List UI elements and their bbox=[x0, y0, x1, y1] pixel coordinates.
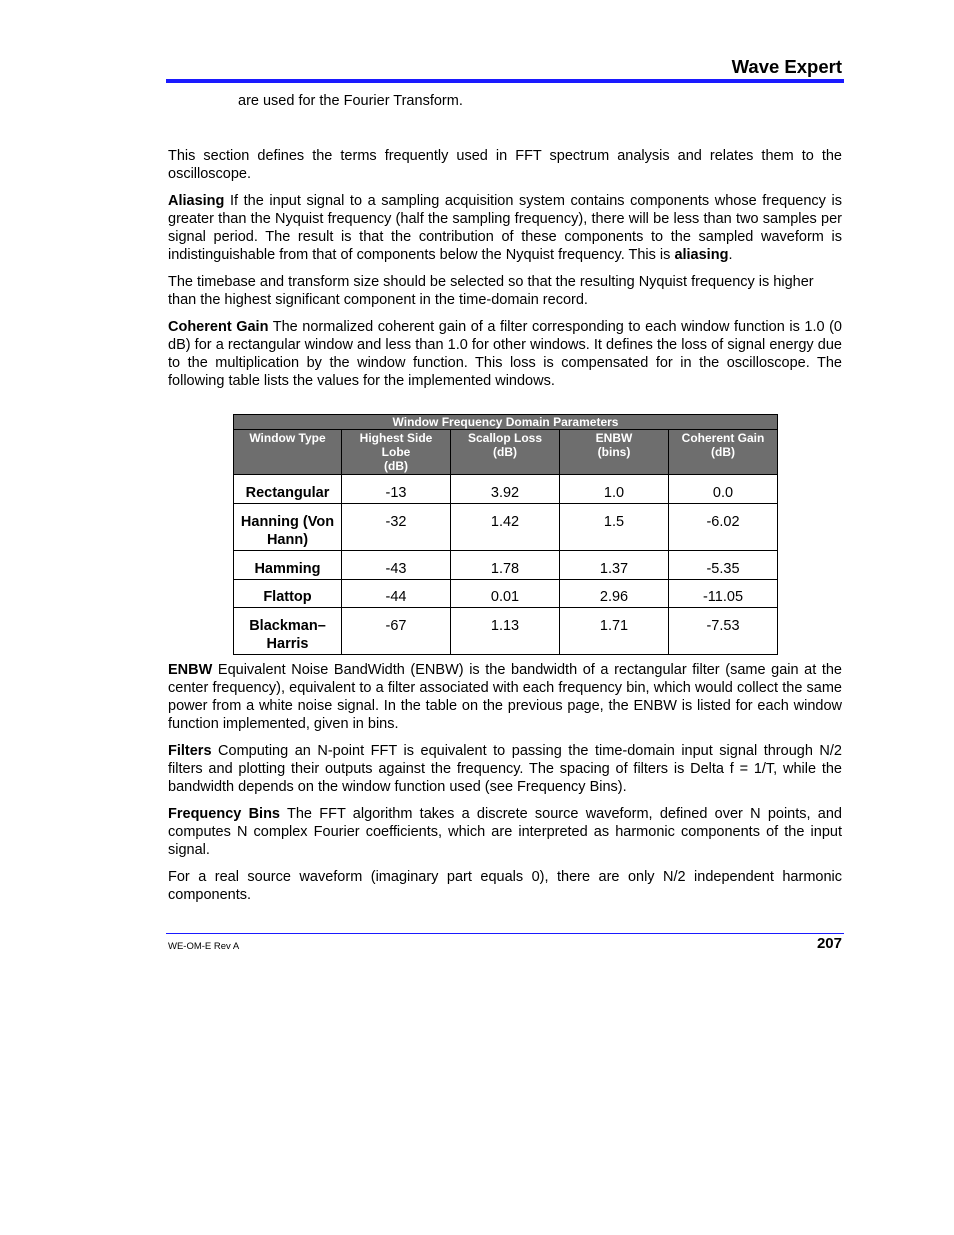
cell-side-lobe: -44 bbox=[342, 580, 451, 608]
col-header-gain-l1: Coherent Gain bbox=[681, 431, 765, 445]
paragraph-enbw bbox=[168, 661, 842, 733]
cell-side-lobe: -13 bbox=[342, 475, 451, 504]
table-caption: Window Frequency Domain Parameters bbox=[234, 415, 778, 430]
col-header-enbw-l2: (bins) bbox=[597, 445, 631, 459]
paragraph-frequency-bins bbox=[168, 805, 842, 859]
row-window-name: Hamming bbox=[234, 551, 342, 580]
cell-enbw: 2.96 bbox=[560, 580, 669, 608]
col-header-coherent-gain bbox=[669, 430, 778, 475]
paragraph-filters bbox=[168, 742, 842, 796]
body-lower bbox=[168, 661, 842, 913]
cell-gain: -6.02 bbox=[669, 504, 778, 551]
cell-gain: -7.53 bbox=[669, 608, 778, 655]
term-enbw: ENBW bbox=[168, 662, 213, 678]
table-header-row bbox=[234, 430, 778, 475]
cell-enbw: 1.71 bbox=[560, 608, 669, 655]
col-header-scallop-loss bbox=[451, 430, 560, 475]
aliasing-bold-end: aliasing bbox=[674, 247, 729, 263]
col-header-enbw-l1: ENBW bbox=[595, 431, 633, 445]
col-header-side-lobe bbox=[342, 430, 451, 475]
table-row bbox=[234, 608, 778, 655]
term-aliasing: Aliasing bbox=[168, 193, 225, 209]
paragraph-timebase: The timebase and transform size should be selected so that the resulting Nyquist frequency is higher than the highest significant component in the time-domain record. bbox=[168, 274, 814, 308]
table-row bbox=[234, 475, 778, 504]
footer-rule bbox=[166, 933, 844, 934]
term-filters: Filters bbox=[168, 743, 212, 759]
running-header-title: Wave Expert bbox=[731, 56, 842, 77]
filters-text: Computing an N-point FFT is equivalent to passing the time-domain input signal through N/2 filters and plotting their outputs against the frequency. The spacing of filters is Delta f = 1/T, while the bandwidth depends on the window function used (see Frequency Bins). bbox=[168, 743, 842, 795]
cell-gain: 0.0 bbox=[669, 475, 778, 504]
paragraph-intro: This section defines the terms frequently used in FFT spectrum analysis and relates them to the oscilloscope. bbox=[168, 148, 842, 182]
col-header-enbw bbox=[560, 430, 669, 475]
col-header-side-lobe-l1: Highest Side bbox=[359, 431, 433, 445]
footer-page-number: 207 bbox=[816, 935, 842, 952]
cell-scallop: 1.13 bbox=[451, 608, 560, 655]
cell-gain: -11.05 bbox=[669, 580, 778, 608]
window-parameters-table bbox=[233, 414, 778, 655]
cell-scallop: 1.78 bbox=[451, 551, 560, 580]
table-row bbox=[234, 580, 778, 608]
footer-doc-id: WE-OM-E Rev A bbox=[168, 941, 240, 952]
table-row bbox=[234, 504, 778, 551]
term-frequency-bins: Frequency Bins bbox=[168, 806, 281, 822]
cell-enbw: 1.0 bbox=[560, 475, 669, 504]
row-window-name: Flattop bbox=[234, 580, 342, 608]
col-header-scallop-l1: Scallop Loss bbox=[467, 431, 543, 445]
row-window-name: Blackman–Harris bbox=[234, 608, 342, 655]
col-header-gain-l2: (dB) bbox=[711, 445, 735, 459]
term-coherent-gain: Coherent Gain bbox=[168, 319, 269, 335]
row-window-name: Hanning (Von Hann) bbox=[234, 504, 342, 551]
paragraph-real-source: For a real source waveform (imaginary part equals 0), there are only N/2 independent harmonic components. bbox=[168, 869, 842, 903]
frequency-bins-text: The FFT algorithm takes a discrete source waveform, defined over N points, and computes N complex Fourier coefficients, which are interpreted as harmonic components of the input signal. bbox=[168, 806, 842, 858]
enbw-text: Equivalent Noise BandWidth (ENBW) is the bandwidth of a rectangular filter (same gain at the center frequency), equivalent to a filter associated with each frequency bin, which would collect the same power from a white noise signal. In the table on the previous page, the ENBW is listed for each window function implemented, given in bins. bbox=[168, 662, 842, 732]
cell-scallop: 0.01 bbox=[451, 580, 560, 608]
col-header-side-lobe-l3: (dB) bbox=[384, 459, 408, 473]
row-window-name: Rectangular bbox=[234, 475, 342, 504]
paragraph-aliasing bbox=[168, 192, 842, 264]
cell-gain: -5.35 bbox=[669, 551, 778, 580]
cell-scallop: 3.92 bbox=[451, 475, 560, 504]
cell-enbw: 1.37 bbox=[560, 551, 669, 580]
aliasing-text: If the input signal to a sampling acquisition system contains components whose frequency is greater than the Nyquist frequency (half the sampling frequency), there will be less than two samples per signal period. The result is that the contribution of these components to the sampled waveform is indistinguishable from that of components below the Nyquist frequency. This is bbox=[168, 193, 842, 263]
coherent-gain-text: The normalized coherent gain of a filter corresponding to each window function is 1.0 (0 dB) for a rectangular window and less than 1.0 for other windows. It defines the loss of signal energy due to the multiplication by the window function. This loss is compensated for in the oscilloscope. The following table lists the values for the implemented windows. bbox=[168, 319, 842, 389]
body-upper bbox=[168, 147, 842, 399]
cell-side-lobe: -67 bbox=[342, 608, 451, 655]
table-row bbox=[234, 551, 778, 580]
col-header-window-type-text: Window Type bbox=[249, 431, 326, 445]
header-rule bbox=[166, 79, 844, 83]
aliasing-period: . bbox=[728, 247, 733, 263]
col-header-scallop-l2: (dB) bbox=[493, 445, 517, 459]
cell-side-lobe: -43 bbox=[342, 551, 451, 580]
col-header-side-lobe-l2: Lobe bbox=[381, 445, 411, 459]
paragraph-coherent-gain bbox=[168, 318, 842, 390]
intro-line: are used for the Fourier Transform. bbox=[238, 93, 463, 109]
cell-scallop: 1.42 bbox=[451, 504, 560, 551]
cell-enbw: 1.5 bbox=[560, 504, 669, 551]
col-header-window-type bbox=[234, 430, 342, 475]
cell-side-lobe: -32 bbox=[342, 504, 451, 551]
